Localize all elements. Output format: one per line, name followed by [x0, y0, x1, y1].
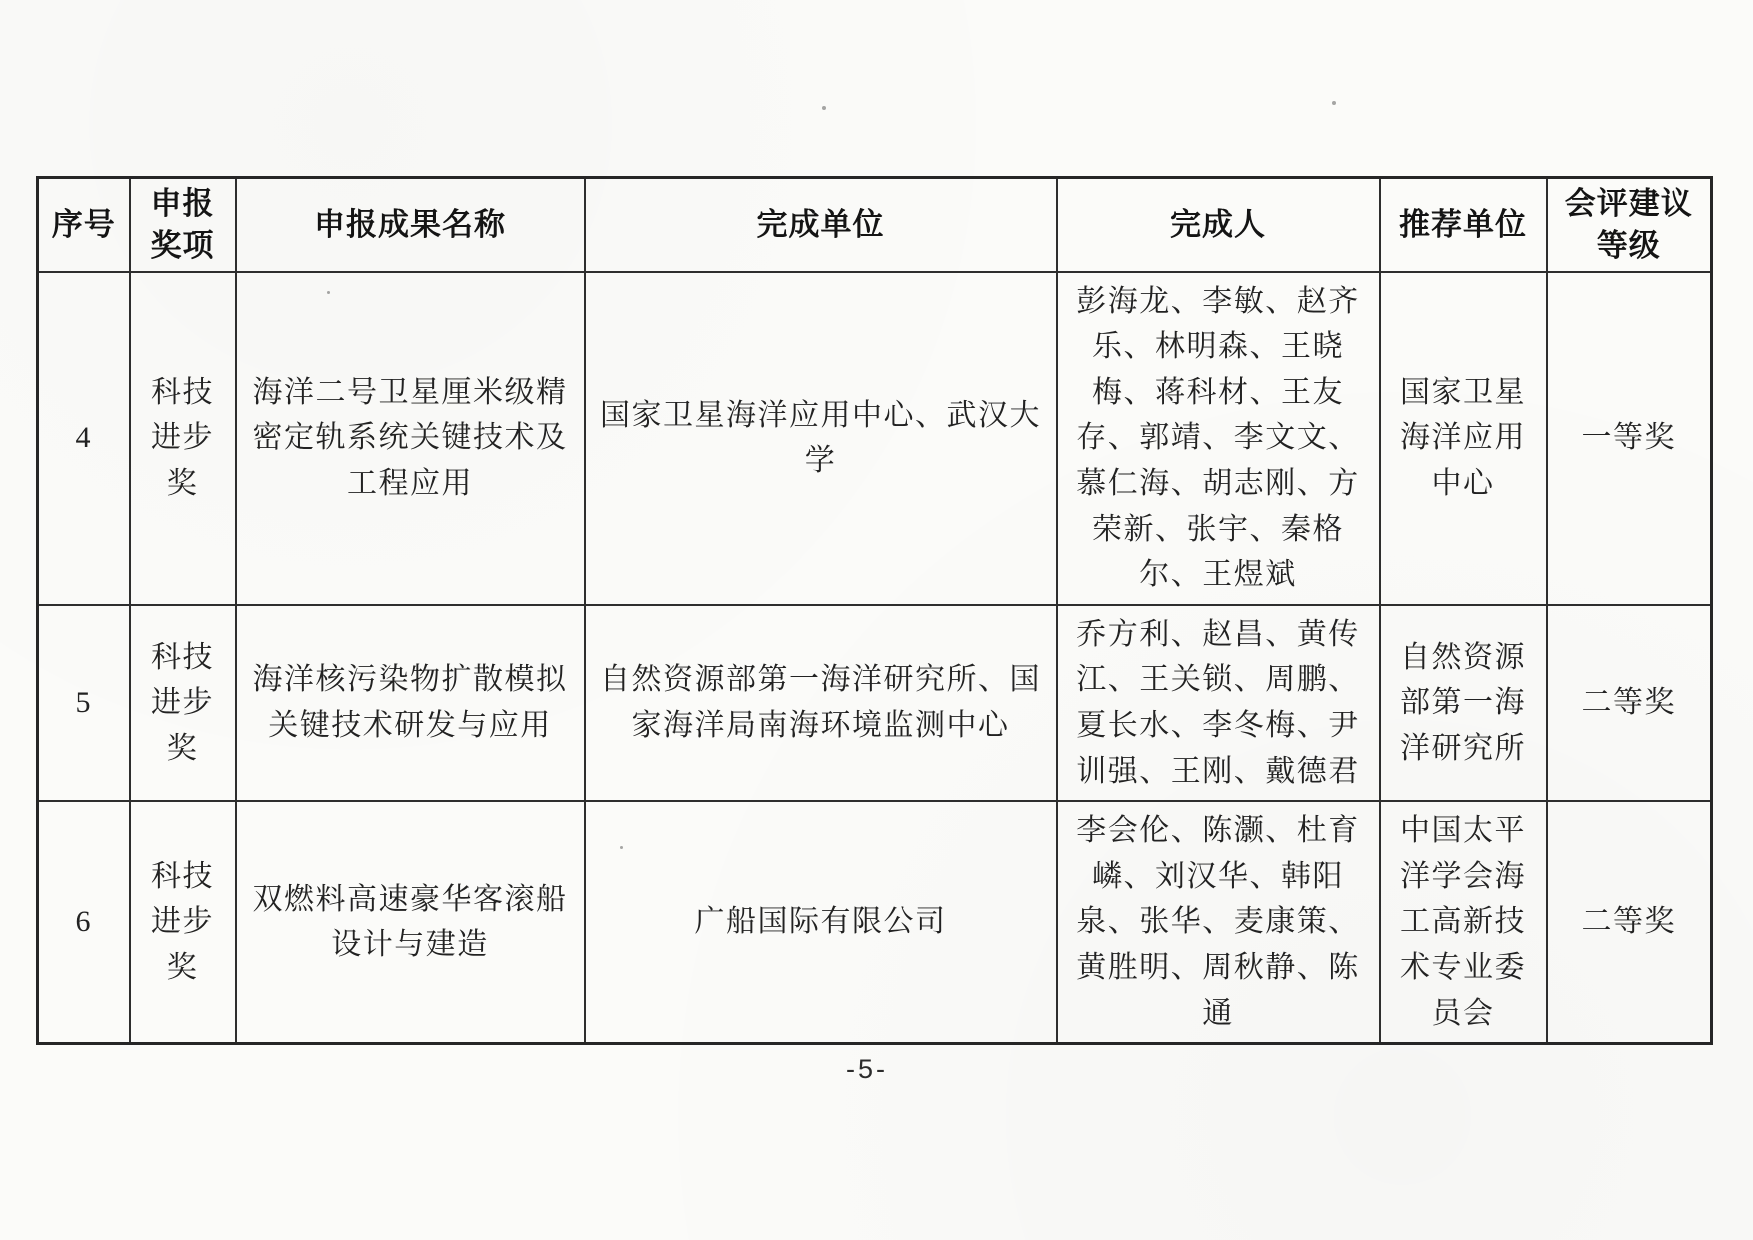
header-achievement-name: 申报成果名称	[236, 178, 585, 272]
header-award-category: 申报奖项	[130, 178, 236, 272]
row-index: 6	[38, 801, 130, 1043]
completers: 彭海龙、李敏、赵齐乐、林明森、王晓梅、蒋科材、王友存、郭靖、李文文、慕仁海、胡志刚、方荣新、张宇、秦格尔、王煜斌	[1057, 272, 1380, 605]
recommending-unit: 自然资源部第一海洋研究所	[1380, 605, 1547, 801]
header-review-grade: 会评建议等级	[1547, 178, 1712, 272]
completing-units: 自然资源部第一海洋研究所、国家海洋局南海环境监测中心	[585, 605, 1057, 801]
recommending-unit: 国家卫星海洋应用中心	[1380, 272, 1547, 605]
scan-speck	[822, 106, 826, 110]
header-index: 序号	[38, 178, 130, 272]
award-category: 科技进步奖	[130, 605, 236, 801]
row-index: 5	[38, 605, 130, 801]
achievement-name: 海洋核污染物扩散模拟关键技术研发与应用	[236, 605, 585, 801]
header-completers: 完成人	[1057, 178, 1380, 272]
award-category: 科技进步奖	[130, 801, 236, 1043]
table-row	[38, 801, 1712, 1043]
row-index: 4	[38, 272, 130, 605]
header-completing-units: 完成单位	[585, 178, 1057, 272]
completing-units: 国家卫星海洋应用中心、武汉大学	[585, 272, 1057, 605]
page-number: -5-	[846, 1054, 888, 1084]
achievement-name: 双燃料高速豪华客滚船设计与建造	[236, 801, 585, 1043]
table-row	[38, 272, 1712, 605]
scan-speck	[1332, 101, 1336, 105]
award-category: 科技进步奖	[130, 272, 236, 605]
award-results-table	[36, 176, 1713, 1045]
review-grade: 二等奖	[1547, 801, 1712, 1043]
completers: 乔方利、赵昌、黄传江、王关锁、周鹏、夏长水、李冬梅、尹训强、王刚、戴德君	[1057, 605, 1380, 801]
review-grade: 一等奖	[1547, 272, 1712, 605]
completers: 李会伦、陈灏、杜育嶙、刘汉华、韩阳泉、张华、麦康策、黄胜明、周秋静、陈通	[1057, 801, 1380, 1043]
table-header-row	[38, 178, 1712, 272]
achievement-name: 海洋二号卫星厘米级精密定轨系统关键技术及工程应用	[236, 272, 585, 605]
review-grade: 二等奖	[1547, 605, 1712, 801]
header-recommending-unit: 推荐单位	[1380, 178, 1547, 272]
recommending-unit: 中国太平洋学会海工高新技术专业委员会	[1380, 801, 1547, 1043]
completing-units: 广船国际有限公司	[585, 801, 1057, 1043]
table-row	[38, 605, 1712, 801]
